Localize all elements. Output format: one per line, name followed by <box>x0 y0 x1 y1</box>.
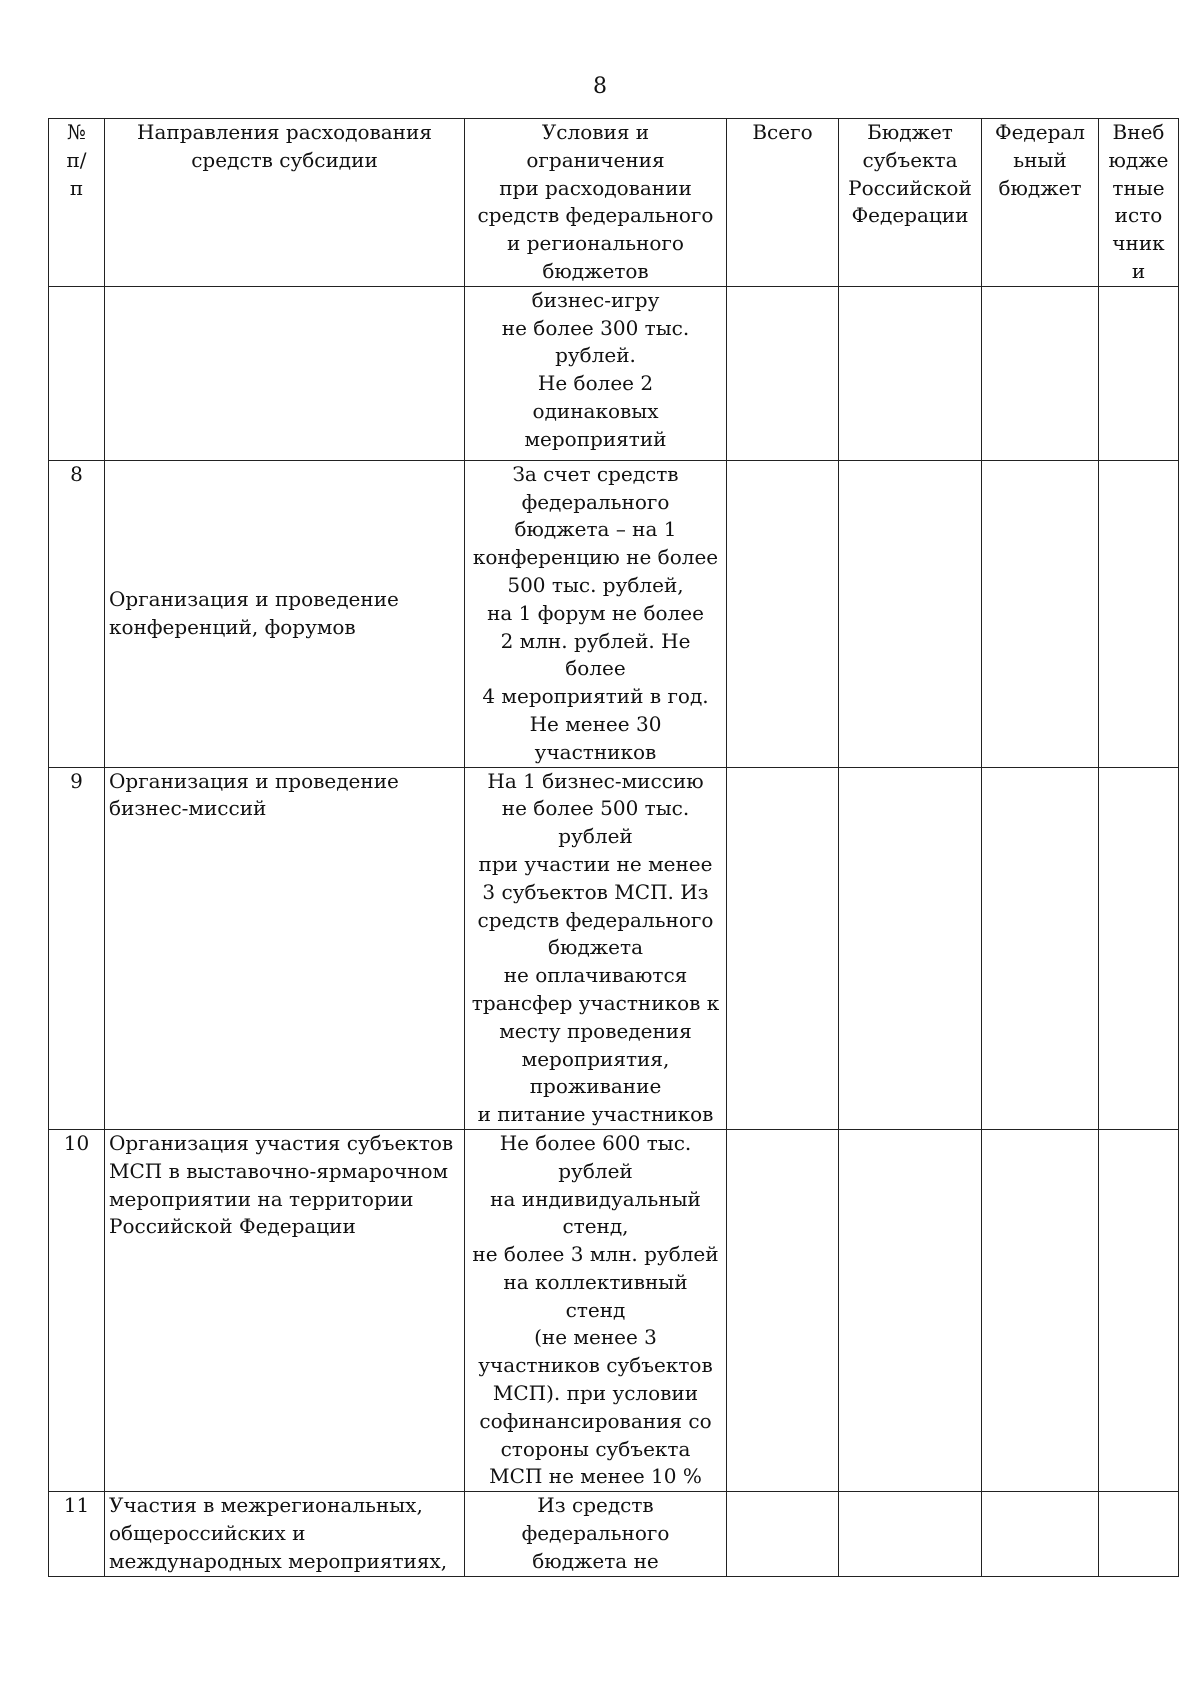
table-row <box>49 1129 1179 1491</box>
row-direction: Участия в межрегиональных, общероссийских и международных мероприятиях, <box>105 1492 465 1577</box>
table-row <box>49 286 1179 460</box>
table-row <box>49 1492 1179 1577</box>
header-direction: Направления расходования средств субсидии <box>105 119 465 287</box>
row-federal-cell <box>982 1492 1099 1577</box>
row-extrabudgetary-cell <box>1099 460 1179 767</box>
row-direction: Организация участия субъектов МСП в выставочно-ярмарочном мероприятии на территории Российской Федерации <box>105 1129 465 1491</box>
row-total-cell <box>727 767 839 1129</box>
row-total-cell <box>727 286 839 460</box>
table-header-row <box>49 119 1179 287</box>
row-federal-cell <box>982 286 1099 460</box>
row-direction <box>105 286 465 460</box>
subsidy-table <box>48 118 1179 1577</box>
header-extrabudgetary: Внеб юдже тные исто чник и <box>1099 119 1179 287</box>
row-conditions: Из средств федерального бюджета не <box>465 1492 727 1577</box>
row-conditions: бизнес-игру не более 300 тыс. рублей. Не более 2 одинаковых мероприятий <box>465 286 727 460</box>
row-extrabudgetary-cell <box>1099 767 1179 1129</box>
row-number: 8 <box>49 460 105 767</box>
row-federal-cell <box>982 767 1099 1129</box>
row-federal-cell <box>982 1129 1099 1491</box>
page-number: 8 <box>593 74 607 99</box>
row-direction: Организация и проведение конференций, форумов <box>105 460 465 767</box>
row-total-cell <box>727 460 839 767</box>
header-federal-budget: Федерал ьный бюджет <box>982 119 1099 287</box>
row-conditions: На 1 бизнес-миссию не более 500 тыс. рублей при участии не менее 3 субъектов МСП. Из средств федерального бюджета не оплачиваются трансфер участников к месту проведения мероприятия, проживание и питание участников <box>465 767 727 1129</box>
row-regional-cell <box>839 1492 982 1577</box>
header-regional-budget: Бюджет субъекта Российской Федерации <box>839 119 982 287</box>
row-regional-cell <box>839 286 982 460</box>
row-total-cell <box>727 1129 839 1491</box>
header-total: Всего <box>727 119 839 287</box>
row-conditions: Не более 600 тыс. рублей на индивидуальный стенд, не более 3 млн. рублей на коллективный стенд (не менее 3 участников субъектов МСП). при условии софинансирования со стороны субъекта МСП не менее 10 % <box>465 1129 727 1491</box>
row-federal-cell <box>982 460 1099 767</box>
row-direction: Организация и проведение бизнес-миссий <box>105 767 465 1129</box>
row-number: 9 <box>49 767 105 1129</box>
row-total-cell <box>727 1492 839 1577</box>
row-extrabudgetary-cell <box>1099 286 1179 460</box>
row-extrabudgetary-cell <box>1099 1129 1179 1491</box>
row-extrabudgetary-cell <box>1099 1492 1179 1577</box>
row-conditions: За счет средств федерального бюджета – на 1 конференцию не более 500 тыс. рублей, на 1 форум не более 2 млн. рублей. Не более 4 мероприятий в год. Не менее 30 участников <box>465 460 727 767</box>
header-conditions: Условия и ограничения при расходовании средств федерального и регионального бюджетов <box>465 119 727 287</box>
table-row <box>49 767 1179 1129</box>
row-number: 10 <box>49 1129 105 1491</box>
row-number: 11 <box>49 1492 105 1577</box>
header-number: № п/ п <box>49 119 105 287</box>
row-regional-cell <box>839 767 982 1129</box>
row-regional-cell <box>839 1129 982 1491</box>
row-regional-cell <box>839 460 982 767</box>
row-number <box>49 286 105 460</box>
table-row <box>49 460 1179 767</box>
